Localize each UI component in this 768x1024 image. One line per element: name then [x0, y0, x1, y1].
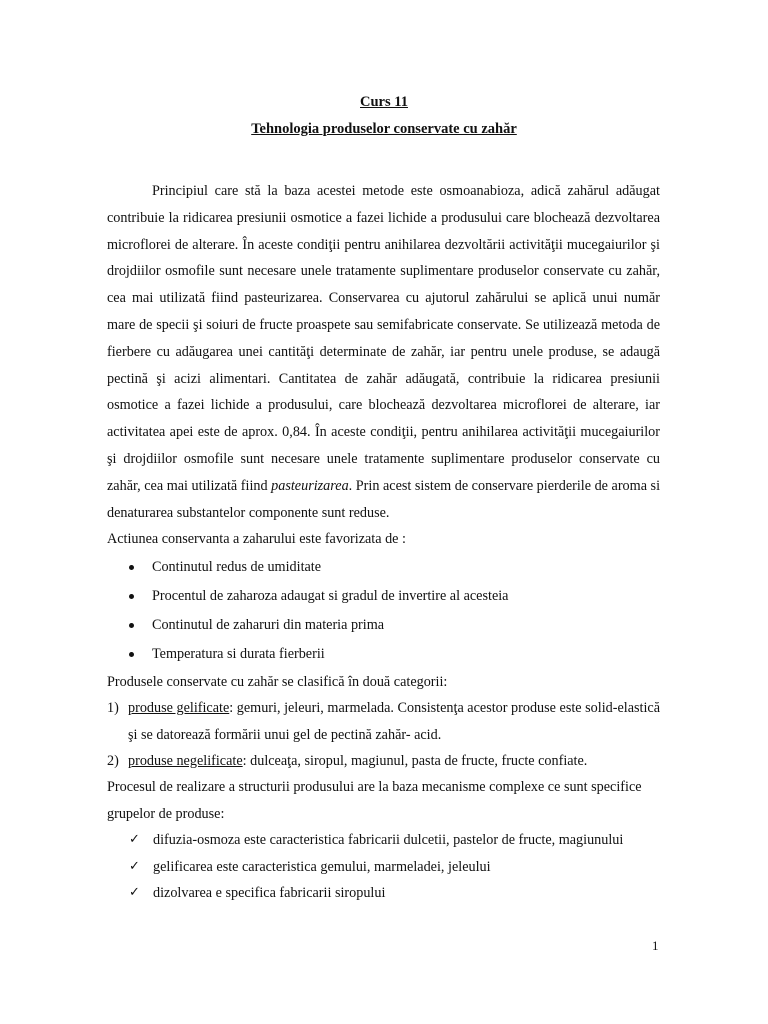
bullet-text: Continutul de zaharuri din materia prima	[152, 616, 385, 633]
check-text: dizolvarea e specifica fabricarii siropului	[153, 885, 386, 902]
list-number: 2)	[107, 752, 119, 769]
category-text: : dulceaţa, siropul, magiunul, pasta de fructe, fructe confiate.	[242, 752, 588, 769]
bullet-text: Continutul redus de umiditate	[152, 558, 322, 575]
classification-list	[107, 695, 660, 774]
list-item	[107, 582, 660, 611]
intro-paragraph	[107, 178, 660, 526]
list-item	[107, 640, 660, 669]
list-number: 1)	[107, 700, 119, 717]
list-item	[107, 827, 660, 854]
process-lead: Procesul de realizare a structurii produsului are la baza mecanisme complexe ce sunt specifice grupelor de produse:	[107, 779, 642, 822]
intro-emphasis: pasteurizarea	[271, 477, 349, 494]
intro-text: Principiul care stă la baza acestei metode este osmoanabioza, adică zahărul adăugat contribuie la ridicarea presiunii osmotice a fazei lichide a produsului care blochează dezvoltarea microflorei de alterare. În aceste condiţii pentru anihilarea dezvoltării activităţii mucegaiurilor şi drojdiilor osmofile sunt necesare unele tratamente suplimentare produselor conservate cu zahăr, cea mai utilizată fiind pasteurizarea. Conservarea cu ajutorul zahărului se aplică unui număr mare de specii şi soiuri de fructe proaspete sau semifabricate conservate. Se utilizează metoda de fierbere cu adăugarea unei cantităţi determinate de zahăr, iar pentru unele produse, se adaugă pectină şi acizi alimentari. Cantitatea de zahăr adăugată, contribuie la ridicarea presiunii osmotice a fazei lichide a produsului, care blochează dezvoltarea microflorei de alterare, iar activitatea apei este de aprox. 0,84. În aceste condiţii, pentru anihilarea activităţii mucegaiurilor şi drojdiilor osmofile sunt necesare unele tratamente suplimentare produselor conservate cu zahăr, cea mai utilizată fiind	[107, 183, 660, 494]
bullet-text: Temperatura si durata fierberii	[152, 645, 325, 662]
document-body	[107, 178, 660, 907]
bullet-icon	[129, 623, 134, 628]
check-text: difuzia-osmoza este caracteristica fabricarii dulcetii, pastelor de fructe, magiunului	[153, 832, 624, 849]
list-item	[107, 553, 660, 582]
bullet-icon	[129, 652, 134, 657]
document-title: Tehnologia produselor conservate cu zahăr	[251, 121, 517, 137]
list-item	[107, 611, 660, 640]
checkmark-icon: ✓	[129, 858, 140, 874]
bullet-icon	[129, 565, 134, 570]
list-item	[107, 880, 660, 907]
process-check-list	[107, 827, 660, 907]
classification-lead: Produsele conservate cu zahăr se clasifică în două categorii:	[107, 673, 448, 690]
category-text: : gemuri, jeleuri, marmelada. Consistenţa acestor produse este solid-elastică şi se datorează formării unui gel de pectină zahăr- acid.	[128, 700, 660, 743]
list-item	[107, 748, 660, 774]
action-bullet-list	[107, 553, 660, 669]
category-term: produse negelificate	[128, 752, 243, 769]
bullet-text: Procentul de zaharoza adaugat si gradul de invertire al acesteia	[152, 587, 509, 604]
category-term: produse gelificate	[128, 700, 230, 717]
action-lead: Actiunea conservanta a zaharului este favorizata de :	[107, 531, 406, 548]
course-heading: Curs 11	[360, 94, 408, 110]
list-item	[107, 854, 660, 881]
check-text: gelificarea este caracteristica gemului, marmeladei, jeleului	[153, 858, 491, 875]
bullet-icon	[129, 594, 134, 599]
checkmark-icon: ✓	[129, 832, 140, 848]
page-number: 1	[652, 938, 659, 953]
list-item	[107, 695, 660, 748]
intro-text-end: . Prin acest sistem de conservare pierderile de aroma si denaturarea substantelor componente sunt reduse.	[107, 477, 661, 521]
checkmark-icon: ✓	[129, 885, 140, 901]
